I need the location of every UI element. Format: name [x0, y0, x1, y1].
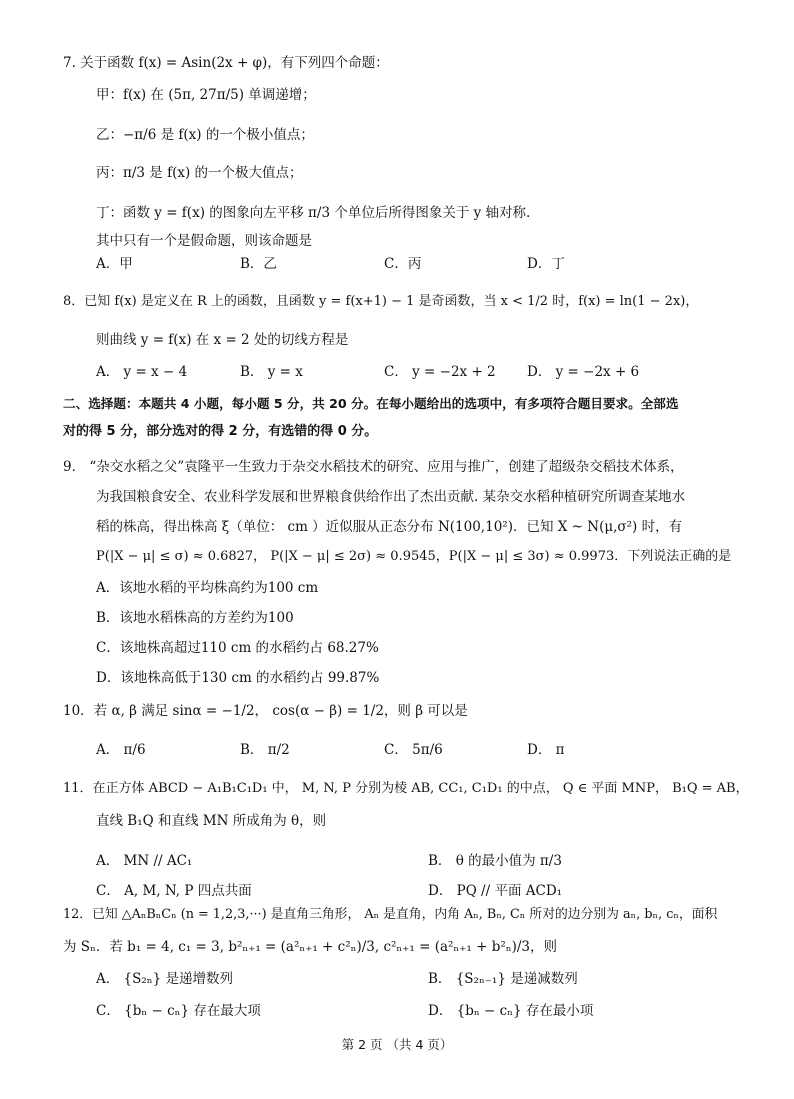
q10-stem: 10．若 α, β 满足 sinα = −1/2， cos(α − β) = 1/2，则 β 可以是	[63, 703, 468, 719]
q8-option-d[interactable]: D． y = −2x + 6	[527, 364, 640, 380]
q10-option-b[interactable]: B． π/2	[240, 742, 290, 758]
q9-option-a[interactable]: A．该地水稻的平均株高约为100 cm	[96, 580, 319, 596]
section-2-heading: 二、选择题：本题共 4 小题，每小题 5 分，共 20 分。在每小题给出的选项中，有多项符合题目要求。全部选	[63, 396, 679, 411]
q12-option-a[interactable]: A． {S₂ₙ} 是递增数列	[96, 971, 234, 987]
q11-option-d[interactable]: D． PQ // 平面 ACD₁	[428, 883, 563, 899]
q7-stem: 7. 关于函数 f(x) = Asin(2x + φ)，有下列四个命题：	[63, 55, 389, 71]
q12-stem: 12．已知 △AₙBₙCₙ (n = 1,2,3,···) 是直角三角形， Aₙ 是直角，内角 Aₙ, Bₙ, Cₙ 所对的边分别为 aₙ, bₙ, cₙ，面积	[63, 907, 718, 922]
q7-note: 其中只有一个是假命题，则该命题是	[96, 233, 312, 249]
q11-option-a[interactable]: A． MN // AC₁	[96, 853, 193, 869]
q9-option-b[interactable]: B．该地水稻株高的方差约为100	[96, 610, 294, 626]
q7-proposition-bing: 丙：π/3 是 f(x) 的一个极大值点；	[96, 165, 303, 181]
q7-option-c[interactable]: C．丙	[384, 256, 422, 272]
q7-proposition-ding: 丁：函数 y = f(x) 的图象向左平移 π/3 个单位后所得图象关于 y 轴对称.	[96, 205, 531, 221]
q12-stem-continued: 为 Sₙ．若 b₁ = 4, c₁ = 3, b²ₙ₊₁ = (a²ₙ₊₁ + c²ₙ)/3, c²ₙ₊₁ = (a²ₙ₊₁ + b²ₙ)/3，则	[63, 939, 557, 955]
page-footer: 第 2 页 （共 4 页）	[341, 1037, 453, 1052]
q9-option-c[interactable]: C．该地株高超过110 cm 的水稻约占 68.27%	[96, 640, 379, 656]
q8-option-a[interactable]: A． y = x − 4	[96, 364, 188, 380]
q8-option-c[interactable]: C． y = −2x + 2	[384, 364, 496, 380]
q8-stem: 8．已知 f(x) 是定义在 R 上的函数，且函数 y = f(x+1) − 1 是奇函数，当 x < 1/2 时，f(x) = ln(1 − 2x)，	[63, 294, 699, 309]
q11-stem: 11．在正方体 ABCD − A₁B₁C₁D₁ 中， M, N, P 分别为棱 AB, CC₁, C₁D₁ 的中点， Q ∈ 平面 MNP， B₁Q = AB，	[63, 781, 749, 796]
q8-option-b[interactable]: B． y = x	[240, 364, 303, 380]
q12-option-d[interactable]: D． {bₙ − cₙ} 存在最小项	[428, 1003, 594, 1019]
q11-option-b[interactable]: B． θ 的最小值为 π/3	[428, 853, 562, 869]
q7-option-a[interactable]: A．甲	[96, 256, 133, 272]
q9-line-2: 为我国粮食安全、农业科学发展和世界粮食供给作出了杰出贡献. 某杂交水稻种植研究所调查某地水	[96, 489, 686, 505]
q9-line-1: 9． “杂交水稻之父”袁隆平一生致力于杂交水稻技术的研究、应用与推广，创建了超级杂交稻技术体系，	[63, 459, 684, 475]
q9-option-d[interactable]: D．该地株高低于130 cm 的水稻约占 99.87%	[96, 670, 380, 686]
q10-option-d[interactable]: D． π	[527, 742, 565, 758]
section-2-heading-continued: 对的得 5 分，部分选对的得 2 分，有选错的得 0 分。	[63, 424, 378, 439]
q12-option-b[interactable]: B． {S₂ₙ₋₁} 是递减数列	[428, 971, 578, 987]
q7-proposition-yi: 乙：−π/6 是 f(x) 的一个极小值点；	[96, 127, 314, 143]
q7-option-d[interactable]: D．丁	[527, 256, 565, 272]
q9-line-4: P(|X − μ| ≤ σ) ≈ 0.6827， P(|X − μ| ≤ 2σ) ≈ 0.9545，P(|X − μ| ≤ 3σ) ≈ 0.9973．下列说法正确的是	[96, 549, 732, 564]
q7-option-b[interactable]: B．乙	[240, 256, 277, 272]
q11-stem-continued: 直线 B₁Q 和直线 MN 所成角为 θ，则	[96, 813, 327, 829]
q12-option-c[interactable]: C． {bₙ − cₙ} 存在最大项	[96, 1003, 261, 1019]
q11-option-c[interactable]: C． A, M, N, P 四点共面	[96, 883, 252, 899]
q10-option-a[interactable]: A． π/6	[96, 742, 146, 758]
q9-line-3: 稻的株高，得出株高 ξ（单位： cm ）近似服从正态分布 N(100,10²)．已知 X ~ N(μ,σ²) 时，有	[96, 519, 683, 535]
q10-option-c[interactable]: C． 5π/6	[384, 742, 443, 758]
q8-stem-continued: 则曲线 y = f(x) 在 x = 2 处的切线方程是	[96, 332, 349, 348]
q7-proposition-jia: 甲：f(x) 在 (5π, 27π/5) 单调递增；	[96, 87, 316, 103]
